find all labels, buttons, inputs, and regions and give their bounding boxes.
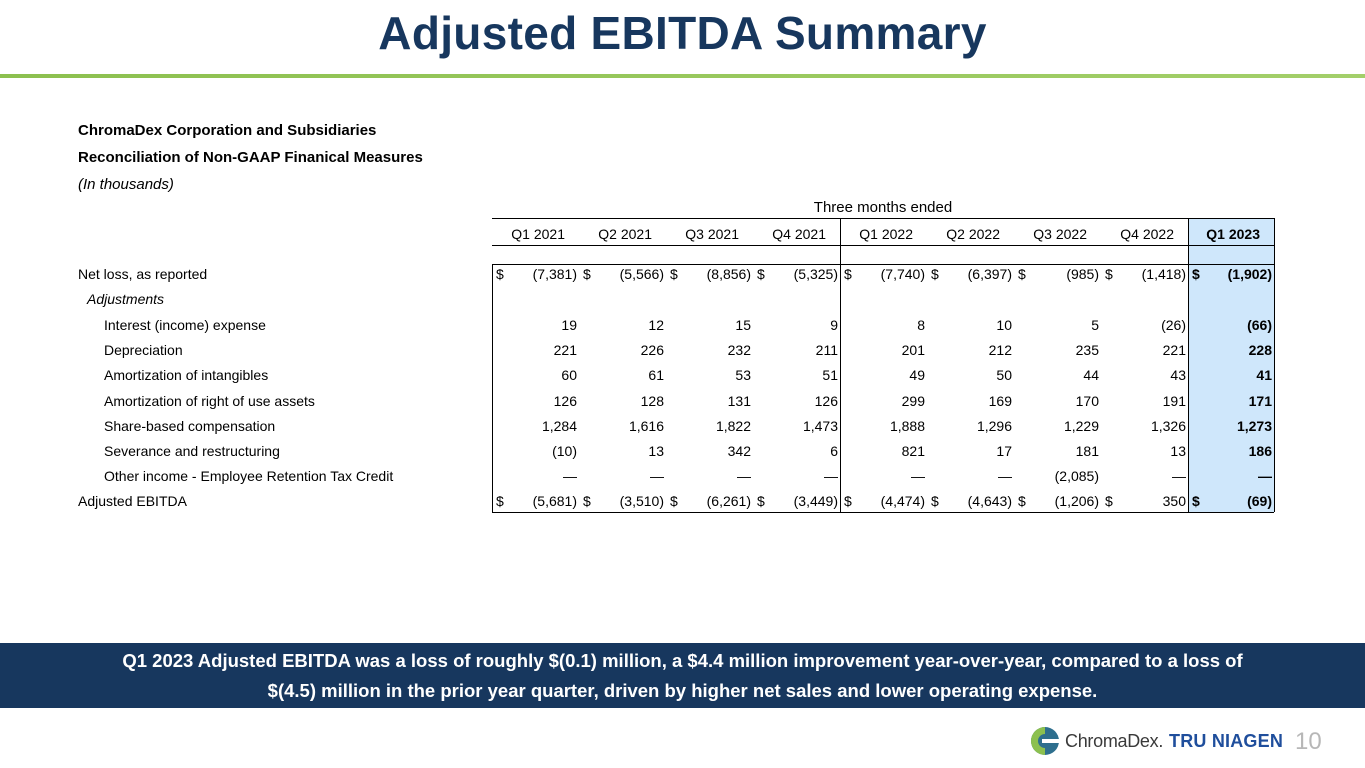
currency-symbol: $: [1105, 266, 1113, 282]
table-cell: 13: [648, 443, 664, 459]
table-cell: 15: [735, 317, 751, 333]
table-cell: 821: [901, 443, 925, 459]
table-cell: (1,206): [1054, 493, 1099, 509]
slide-title: Adjusted EBITDA Summary: [378, 7, 987, 59]
column-header: Q4 2021: [772, 226, 826, 242]
row-label: Adjusted EBITDA: [78, 493, 187, 509]
table-cell: 221: [1162, 342, 1186, 358]
currency-symbol: $: [1192, 493, 1200, 509]
table-cell: (26): [1161, 317, 1186, 333]
currency-symbol: $: [496, 493, 504, 509]
banner-line-1: Q1 2023 Adjusted EBITDA was a loss of roughly $(0.1) million, a $4.4 million improvement year-over-year, compared to a loss of: [122, 650, 1243, 671]
table-cell: 1,229: [1063, 418, 1099, 434]
table-cell: (5,681): [532, 493, 577, 509]
table-cell: 43: [1170, 367, 1186, 383]
table-cell: 1,473: [802, 418, 838, 434]
table-cell: 1,284: [541, 418, 577, 434]
column-header: Q1 2021: [511, 226, 565, 242]
table-cell: 1,273: [1236, 418, 1272, 434]
table-cell: (1,418): [1141, 266, 1186, 282]
table-cell: (6,261): [706, 493, 751, 509]
page-number: 10: [1295, 728, 1322, 755]
table-cell: —: [650, 468, 664, 484]
table-rule: [492, 264, 1274, 265]
table-cell: —: [824, 468, 838, 484]
table-cell: 226: [640, 342, 664, 358]
table-cell: (7,381): [532, 266, 577, 282]
table-cell: 232: [727, 342, 751, 358]
table-cell: (5,566): [619, 266, 664, 282]
currency-symbol: $: [844, 493, 852, 509]
table-cell: 9: [830, 317, 838, 333]
table-cell: 211: [815, 342, 838, 358]
table-cell: 8: [917, 317, 925, 333]
currency-symbol: $: [757, 493, 765, 509]
table-cell: 342: [727, 443, 751, 459]
report-subtitle: Reconciliation of Non-GAAP Finanical Measures: [78, 149, 423, 166]
table-cell: 5: [1091, 317, 1099, 333]
column-header: Q2 2021: [598, 226, 652, 242]
table-cell: 299: [901, 393, 925, 409]
row-label: Interest (income) expense: [104, 317, 266, 333]
table-cell: 17: [996, 443, 1012, 459]
table-cell: (66): [1247, 317, 1272, 333]
table-cell: 181: [1075, 443, 1099, 459]
table-cell: 49: [909, 367, 925, 383]
table-cell: 13: [1170, 443, 1186, 459]
currency-symbol: $: [670, 266, 678, 282]
table-cell: —: [563, 468, 577, 484]
row-label: Amortization of right of use assets: [104, 393, 315, 409]
period-caption: Three months ended: [813, 199, 953, 216]
banner-line-2: $(4.5) million in the prior year quarter, driven by higher net sales and lower operating expense.: [267, 680, 1098, 701]
table-cell: (69): [1247, 493, 1272, 509]
table-cell: 1,822: [715, 418, 751, 434]
currency-symbol: $: [583, 493, 591, 509]
column-header: Q1 2022: [859, 226, 913, 242]
table-cell: 212: [988, 342, 1012, 358]
table-cell: 51: [822, 367, 838, 383]
table-cell: (1,902): [1227, 266, 1272, 282]
currency-symbol: $: [1018, 493, 1026, 509]
table-cell: —: [1258, 468, 1272, 484]
table-cell: 1,616: [628, 418, 664, 434]
row-label: Depreciation: [104, 342, 183, 358]
column-header: Q3 2022: [1033, 226, 1087, 242]
column-header: Q4 2022: [1120, 226, 1174, 242]
table-cell: 170: [1075, 393, 1099, 409]
currency-symbol: $: [844, 266, 852, 282]
table-cell: 53: [735, 367, 751, 383]
table-cell: —: [737, 468, 751, 484]
units-note: (In thousands): [78, 176, 174, 193]
currency-symbol: $: [583, 266, 591, 282]
table-cell: 131: [727, 393, 751, 409]
currency-symbol: $: [1018, 266, 1026, 282]
table-cell: 235: [1075, 342, 1099, 358]
table-cell: 50: [996, 367, 1012, 383]
summary-banner: [0, 643, 1365, 708]
table-cell: 10: [996, 317, 1012, 333]
table-cell: (4,643): [967, 493, 1012, 509]
table-cell: (6,397): [967, 266, 1012, 282]
table-cell: (2,085): [1054, 468, 1099, 484]
currency-symbol: $: [757, 266, 765, 282]
table-cell: 228: [1248, 342, 1272, 358]
currency-symbol: $: [496, 266, 504, 282]
currency-symbol: $: [1105, 493, 1113, 509]
table-rule: [492, 512, 1274, 513]
table-cell: 1,296: [976, 418, 1012, 434]
currency-symbol: $: [931, 493, 939, 509]
row-label: Amortization of intangibles: [104, 367, 269, 383]
row-label: Net loss, as reported: [78, 266, 208, 282]
table-cell: 221: [553, 342, 577, 358]
column-header: Q1 2023: [1206, 226, 1260, 242]
row-label: Adjustments: [87, 291, 165, 307]
table-cell: —: [1172, 468, 1186, 484]
table-cell: 6: [830, 443, 838, 459]
table-cell: 169: [988, 393, 1012, 409]
table-cell: 44: [1083, 367, 1099, 383]
table-cell: 19: [561, 317, 577, 333]
column-header: Q3 2021: [685, 226, 739, 242]
footer-logo: [1030, 726, 1283, 756]
currency-symbol: $: [1192, 266, 1200, 282]
table-cell: 126: [814, 393, 838, 409]
table-cell: 61: [648, 367, 664, 383]
table-cell: 12: [648, 317, 664, 333]
table-cell: (5,325): [793, 266, 838, 282]
table-cell: 1,888: [889, 418, 925, 434]
table-cell: (10): [552, 443, 577, 459]
table-cell: 128: [640, 393, 664, 409]
table-cell: 201: [901, 342, 925, 358]
column-separator: [1274, 218, 1275, 512]
title-rule: [0, 74, 1365, 78]
row-label: Share-based compensation: [104, 418, 276, 434]
table-cell: (985): [1066, 266, 1099, 282]
table-cell: 350: [1162, 493, 1186, 509]
table-cell: —: [911, 468, 925, 484]
table-cell: 41: [1256, 367, 1272, 383]
brand-chromadex: ChromaDex.: [1065, 730, 1164, 751]
table-cell: 171: [1248, 393, 1272, 409]
currency-symbol: $: [931, 266, 939, 282]
table-cell: 191: [1162, 393, 1186, 409]
column-header: Q2 2022: [946, 226, 1000, 242]
row-label: Other income - Employee Retention Tax Credit: [104, 468, 394, 484]
table-cell: 60: [561, 367, 577, 383]
currency-symbol: $: [670, 493, 678, 509]
table-cell: (4,474): [880, 493, 925, 509]
company-name: ChromaDex Corporation and Subsidiaries: [78, 122, 377, 139]
table-cell: 186: [1248, 443, 1272, 459]
table-cell: (8,856): [706, 266, 751, 282]
table-cell: (7,740): [880, 266, 925, 282]
row-label: Severance and restructuring: [104, 443, 280, 459]
table-cell: (3,449): [793, 493, 838, 509]
table-cell: 1,326: [1150, 418, 1186, 434]
brand-tru-niagen: TRU NIAGEN: [1169, 730, 1284, 751]
chromadex-logo-icon: [1030, 726, 1060, 756]
table-cell: —: [998, 468, 1012, 484]
table-cell: (3,510): [619, 493, 664, 509]
table-cell: 126: [553, 393, 577, 409]
